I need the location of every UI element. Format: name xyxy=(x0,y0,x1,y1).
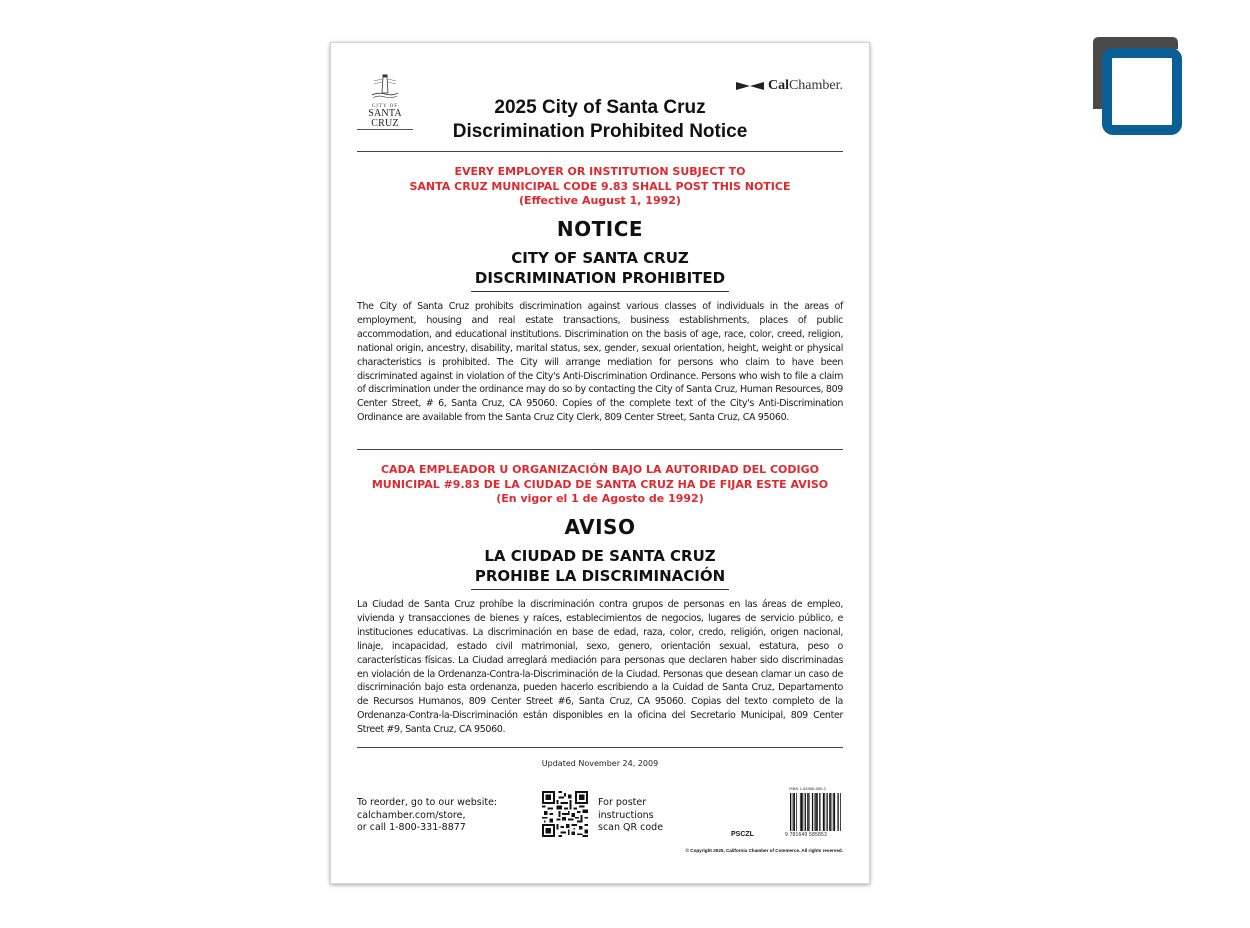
brand-light: Chamber. xyxy=(788,78,843,93)
qr-code-icon[interactable] xyxy=(542,791,588,837)
barcode-bar xyxy=(803,793,804,831)
english-sub-line-2: DISCRIMINATION PROHIBITED xyxy=(474,269,726,287)
calchamber-logo xyxy=(735,78,843,94)
spanish-sub-line-2: PROHIBE LA DISCRIMINACIÓN xyxy=(474,567,726,585)
seal-city-label: CITY OF xyxy=(371,104,399,109)
seal-city-name: SANTA CRUZ xyxy=(357,109,413,130)
brand-bold: Cal xyxy=(767,78,789,93)
spanish-subheading xyxy=(357,546,843,586)
divider xyxy=(357,449,843,450)
title-line-2: Discrimination Prohibited Notice xyxy=(452,121,748,142)
english-body: The City of Santa Cruz prohibits discrimination against various classes of individuals in the areas of employment, housing and real estate transactions, business establishments, places of public accommodation, and educational institutions. Discrimination on the basis of age, race, color, creed, religion, national origin, ancestry, disability, marital status, sex, gender, sexual orientation, height, weight or physical characteristics is prohibited. The City will arrange mediation for persons who claim to have been discriminated against in violation of the City's Anti-Discrimination Ordinance. Persons who wish to file a claim of discrimination under the ordinance may do so by contacting the City of Santa Cruz, Human Resources, 809 Center Street, # 6, Santa Cruz, CA 95060. Copies of the complete text of the City's Anti-Discrimination Ordinance are available from the Santa Cruz City Clerk, 809 Center Street, Santa Cruz, CA 95060. xyxy=(357,301,843,424)
qr-line-3: scan QR code xyxy=(598,822,664,833)
spanish-body: La Ciudad de Santa Cruz prohíbe la discriminación contra grupos de personas en las áreas de empleo, vivienda y transacciones de bienes y raíces, establecimientos de negocios, lugares de servicio público, e instituciones educativas. La discriminación en base de edad, raza, color, credo, religión, origen nacional, linaje, incapacidad, estado civil matrimonial, sexo, genero, orientación sexual, estatura, peso o características físicas. La Ciudad arreglará mediación para personas que declaren haber sido discriminadas en violación de la Ordenanza-Contra-la-Discriminación de la Ciudad. Personas que desean clamar un caso de discriminación bajo esta ordenanza, pueden hacerlo escribiendo a la Cuidad de Santa Cruz, Departamento de Recursos Humanos, 809 Center Street #6, Santa Cruz, CA 95060. Copias del texto completo de la Ordenanza-Contra-la-Discriminación están disponibles en la oficina del Secretario Municipal, 809 Center Street #9, Santa Cruz, CA 95060. xyxy=(357,599,843,736)
barcode-bar xyxy=(815,793,816,831)
barcode-bar xyxy=(834,793,835,831)
qr-line-2: instructions xyxy=(598,809,654,821)
barcode-bar xyxy=(816,793,817,831)
barcode-bar xyxy=(824,793,825,831)
logo-blue-frame xyxy=(1107,53,1177,130)
reorder-info xyxy=(357,797,497,835)
english-red-line-1: EVERY EMPLOYER OR INSTITUTION SUBJECT TO xyxy=(454,165,746,178)
spanish-red-line-1: CADA EMPLEADOR U ORGANIZACIÓN BAJO LA AUTORIDAD DEL CODIGO xyxy=(380,463,820,476)
reorder-website[interactable]: calchamber.com/store, xyxy=(357,809,466,821)
copyright-notice: © Copyright 2025, California Chamber of Commerce. All rights reserved. xyxy=(685,848,843,853)
subheading-underline xyxy=(471,291,729,292)
english-red-line-3: (Effective August 1, 1992) xyxy=(519,194,681,207)
spanish-red-line-3: (En vigor el 1 de Agosto de 1992) xyxy=(496,492,704,505)
barcode-bar xyxy=(808,793,809,831)
barcode-bar xyxy=(829,793,830,831)
page-title xyxy=(357,96,843,144)
barcode-bar xyxy=(833,793,834,831)
barcode-number: 9 781649 585853 xyxy=(785,832,827,838)
reorder-phone: or call 1-800-331-8877 xyxy=(357,822,466,833)
title-line-1: 2025 City of Santa Cruz xyxy=(494,97,706,118)
english-subheading xyxy=(357,248,843,288)
barcode-icon xyxy=(789,793,841,831)
spanish-red-line-2: MUNICIPAL #9.83 DE LA CIUDAD DE SANTA CRUZ HA DE FIJAR ESTE AVISO xyxy=(371,477,829,491)
barcode-bar xyxy=(823,793,824,831)
barcode-bar xyxy=(794,793,795,831)
barcode-bar xyxy=(827,793,828,831)
divider xyxy=(357,747,843,748)
barcode-bar xyxy=(796,793,797,831)
poster-content xyxy=(357,43,843,883)
barcode-bar xyxy=(805,793,806,831)
barcode-bar xyxy=(840,793,841,831)
calchamber-swoosh-icon xyxy=(735,80,765,92)
isbn-label: ISBN 1-64586-585-3 xyxy=(789,786,826,791)
barcode-bar xyxy=(790,793,791,831)
aviso-heading: AVISO xyxy=(564,515,636,539)
divider xyxy=(357,151,843,152)
barcode-bar xyxy=(807,793,808,831)
barcode-bar xyxy=(801,793,802,831)
english-sub-line-1: CITY OF SANTA CRUZ xyxy=(511,249,689,267)
updated-date: Updated November 24, 2009 xyxy=(541,759,659,768)
english-red-line-2: SANTA CRUZ MUNICIPAL CODE 9.83 SHALL POST THIS NOTICE xyxy=(409,179,791,193)
subheading-underline xyxy=(471,589,729,590)
qr-instructions xyxy=(598,797,663,835)
notice-heading: NOTICE xyxy=(556,217,644,241)
brand-corner-logo xyxy=(1092,37,1184,137)
barcode-bar xyxy=(837,793,838,831)
barcode-bar xyxy=(800,793,801,831)
product-code: PSCZL xyxy=(731,831,754,838)
barcode-bar xyxy=(793,793,794,831)
barcode-bar xyxy=(817,793,818,831)
barcode-bar xyxy=(830,793,831,831)
barcode-bar xyxy=(819,793,820,831)
reorder-line-1: To reorder, go to our website: xyxy=(357,797,498,808)
spanish-sub-line-1: LA CIUDAD DE SANTA CRUZ xyxy=(484,547,716,565)
spanish-posting-requirement xyxy=(357,463,843,507)
barcode-bar xyxy=(812,793,813,831)
english-posting-requirement xyxy=(357,165,843,209)
qr-line-1: For poster xyxy=(598,797,647,808)
poster-sheet xyxy=(330,42,870,884)
